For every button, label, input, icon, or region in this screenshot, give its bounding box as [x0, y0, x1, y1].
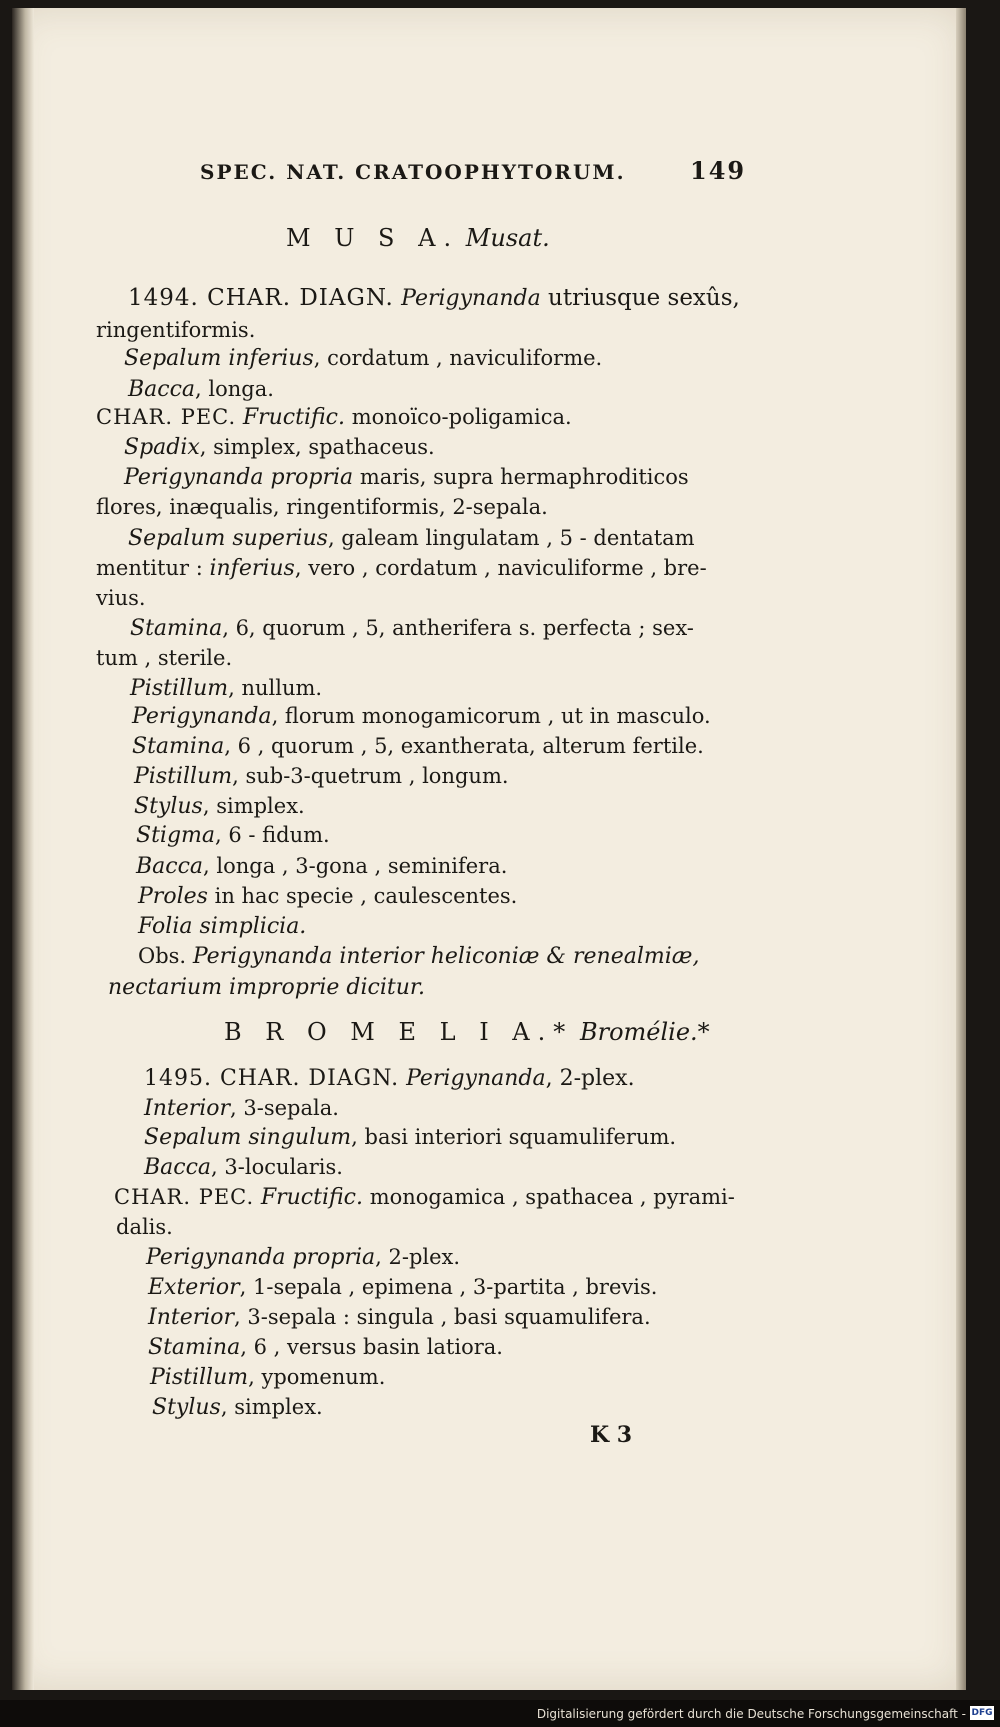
signature-mark: K 3 — [590, 1422, 633, 1448]
entry-line: Bacca, longa. — [128, 377, 274, 402]
footer-text: Digitalisierung gefördert durch die Deutsche Forschungsgemeinschaft - — [536, 1707, 966, 1721]
page-spine — [12, 8, 34, 1690]
running-title: SPEC. NAT. CRATOOPHYTORUM. — [200, 160, 626, 184]
entry-line: flores, inæqualis, ringentiformis, 2-sepala. — [96, 495, 548, 519]
entry-line: Sepalum singulum, basi interiori squamuliferum. — [144, 1125, 677, 1150]
book-page — [12, 8, 964, 1690]
genus-title-musa: M U S A. Musat. — [286, 224, 550, 252]
entry-line: 1494. CHAR. DIAGN. Perigynanda utriusque sexûs, — [128, 285, 740, 311]
entry-line: CHAR. PEC. Fructific. monogamica , spathacea , pyrami- — [114, 1185, 735, 1210]
entry-line: Bacca, longa , 3-gona , seminifera. — [136, 854, 508, 879]
entry-line: Obs. Perigynanda interior heliconiæ & renealmiæ, — [138, 944, 700, 969]
entry-line: ringentiformis. — [96, 318, 256, 342]
entry-line: Pistillum, sub-3-quetrum , longum. — [134, 764, 509, 789]
entry-line: Stylus, simplex. — [134, 794, 305, 819]
entry-line: Perigynanda, florum monogamicorum , ut in masculo. — [132, 704, 711, 729]
entry-line: vius. — [96, 586, 146, 610]
entry-line: Stamina, 6 , quorum , 5, exantherata, alterum fertile. — [132, 734, 704, 759]
entry-line: Pistillum, nullum. — [130, 676, 323, 701]
genus-title-bromelia: B R O M E L I A.* Bromélie.* — [224, 1018, 710, 1046]
entry-line: Exterior, 1-sepala , epimena , 3-partita , brevis. — [148, 1275, 658, 1300]
entry-line: Stamina, 6 , versus basin latiora. — [148, 1335, 503, 1360]
entry-line: Sepalum inferius, cordatum , naviculiforme. — [124, 346, 603, 371]
entry-line: Pistillum, ypomenum. — [150, 1365, 386, 1390]
entry-line: Interior, 3-sepala. — [144, 1096, 339, 1121]
entry-line: Bacca, 3-locularis. — [144, 1155, 343, 1180]
dfg-logo: DFG — [971, 1708, 993, 1718]
entry-line: Proles in hac specie , caulescentes. — [138, 884, 518, 909]
entry-line: Folia simplicia. — [138, 914, 307, 939]
entry-line: Perigynanda propria, 2-plex. — [146, 1245, 461, 1270]
entry-line: Perigynanda propria maris, supra hermaphroditicos — [124, 465, 689, 490]
page-edge — [956, 8, 966, 1690]
entry-line: CHAR. PEC. Fructific. monoïco-poligamica. — [96, 405, 572, 430]
entry-line: mentitur : inferius, vero , cordatum , naviculiforme , bre- — [96, 556, 707, 581]
entry-line: nectarium improprie dicitur. — [108, 975, 426, 1000]
entry-line: Interior, 3-sepala : singula , basi squamulifera. — [148, 1305, 651, 1330]
digitization-footer — [0, 1700, 1000, 1727]
entry-line: Stylus, simplex. — [152, 1395, 323, 1420]
page-number: 149 — [690, 156, 747, 185]
entry-line: 1495. CHAR. DIAGN. Perigynanda, 2-plex. — [144, 1066, 635, 1091]
entry-line: tum , sterile. — [96, 646, 233, 670]
entry-line: Spadix, simplex, spathaceus. — [124, 435, 435, 460]
entry-line: Stigma, 6 - fidum. — [136, 823, 330, 848]
entry-line: Stamina, 6, quorum , 5, antherifera s. perfecta ; sex- — [130, 616, 694, 641]
entry-line: Sepalum superius, galeam lingulatam , 5 - dentatam — [128, 526, 695, 551]
entry-line: dalis. — [116, 1215, 173, 1239]
